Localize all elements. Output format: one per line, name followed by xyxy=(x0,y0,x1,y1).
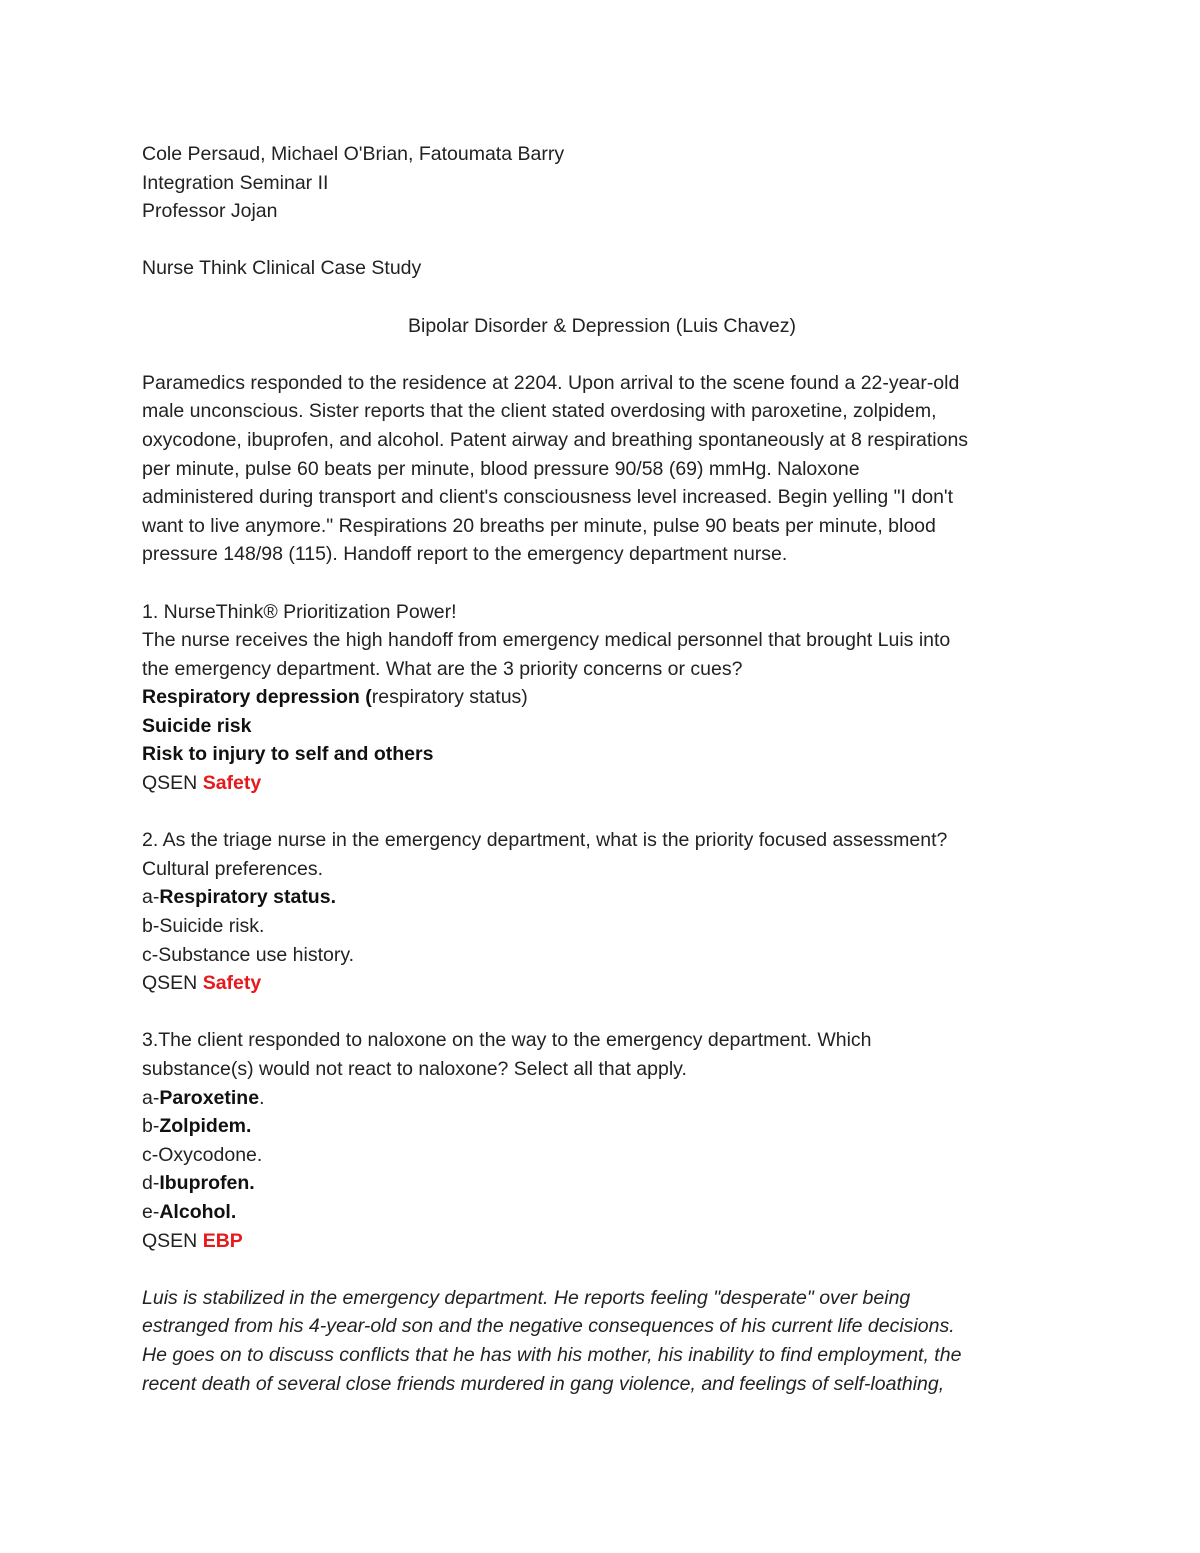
qsen-label: QSEN xyxy=(142,1229,198,1252)
option-text: Zolpidem. xyxy=(159,1115,252,1138)
option-text: Respiratory status. xyxy=(159,886,336,909)
answer-bold: Risk to injury to self and others xyxy=(142,743,434,766)
option-prefix: b- xyxy=(142,1115,160,1138)
spacer xyxy=(142,283,1062,312)
answer-suicide-risk xyxy=(142,712,1062,741)
question-1-text: The nurse receives the high handoff from emergency medical personnel that brought Luis into xyxy=(142,629,951,652)
document-title: Bipolar Disorder & Depression (Luis Chavez) xyxy=(408,314,796,337)
question-2 xyxy=(142,826,1062,998)
intro-line: Paramedics responded to the residence at 2204. Upon arrival to the scene found a 22-year-old xyxy=(142,371,960,394)
narrative-line: estranged from his 4-year-old son and the negative consequences of his current life decisions. xyxy=(142,1315,955,1338)
option-suffix: . xyxy=(259,1086,265,1109)
option-prefix: d- xyxy=(142,1172,160,1195)
option-prefix: a- xyxy=(142,886,160,909)
course-name: Integration Seminar II xyxy=(142,171,329,194)
question-1 xyxy=(142,598,1062,798)
qsen-value: Safety xyxy=(202,972,262,995)
question-2-text: 2. As the triage nurse in the emergency department, what is the priority focused assessment? xyxy=(142,829,948,852)
spacer xyxy=(142,226,1062,255)
spacer xyxy=(142,340,1062,369)
spacer xyxy=(142,569,1062,598)
question-2-text: Cultural preferences. xyxy=(142,857,324,880)
narrative-line: He goes on to discuss conflicts that he has with his mother, his inability to find employment, the xyxy=(142,1343,962,1366)
authors: Cole Persaud, Michael O'Brian, Fatoumata Barry xyxy=(142,143,565,165)
intro-line: administered during transport and client's consciousness level increased. Begin yelling "I don't xyxy=(142,486,954,509)
qsen-tag xyxy=(142,769,1062,798)
option-text: Ibuprofen. xyxy=(159,1172,255,1195)
qsen-value: EBP xyxy=(202,1229,243,1252)
narrative-paragraph xyxy=(142,1284,1062,1398)
question-1-text: the emergency department. What are the 3 priority concerns or cues? xyxy=(142,657,743,680)
qsen-tag xyxy=(142,969,1062,998)
option-prefix: e- xyxy=(142,1200,160,1223)
answer-bold: Suicide risk xyxy=(142,714,252,737)
intro-line: pressure 148/98 (115). Handoff report to the emergency department nurse. xyxy=(142,543,788,566)
answer-note: respiratory status) xyxy=(371,686,528,709)
intro-line: male unconscious. Sister reports that the client stated overdosing with paroxetine, zolpidem, xyxy=(142,400,937,423)
intro-paragraph xyxy=(142,369,1062,569)
spacer xyxy=(142,1255,1062,1284)
question-1-heading: 1. NurseThink® Prioritization Power! xyxy=(142,600,457,623)
option-d xyxy=(142,1169,1062,1198)
option-c: c-Oxycodone. xyxy=(142,1143,263,1166)
option-e xyxy=(142,1198,1062,1227)
option-a xyxy=(142,1084,1062,1113)
qsen-label: QSEN xyxy=(142,772,198,795)
qsen-label: QSEN xyxy=(142,972,198,995)
option-b xyxy=(142,1112,1062,1141)
professor-name: Professor Jojan xyxy=(142,200,278,223)
document-type: Nurse Think Clinical Case Study xyxy=(142,257,422,280)
intro-line: want to live anymore." Respirations 20 breaths per minute, pulse 90 beats per minute, blood xyxy=(142,514,936,537)
spacer xyxy=(142,998,1062,1027)
narrative-line: Luis is stabilized in the emergency department. He reports feeling "desperate" over being xyxy=(142,1286,911,1309)
option-c: c-Substance use history. xyxy=(142,943,355,966)
qsen-value: Safety xyxy=(202,772,262,795)
question-3 xyxy=(142,1026,1062,1255)
intro-line: oxycodone, ibuprofen, and alcohol. Patent airway and breathing spontaneously at 8 respirations xyxy=(142,428,969,451)
option-b: b-Suicide risk. xyxy=(142,915,265,938)
answer-risk-injury xyxy=(142,740,1062,769)
answer-respiratory-depression xyxy=(142,683,1062,712)
intro-line: per minute, pulse 60 beats per minute, blood pressure 90/58 (69) mmHg. Naloxone xyxy=(142,457,860,480)
question-3-text: 3.The client responded to naloxone on the way to the emergency department. Which xyxy=(142,1029,872,1052)
spacer xyxy=(142,798,1062,827)
option-text: Alcohol. xyxy=(159,1200,237,1223)
question-3-text: substance(s) would not react to naloxone? Select all that apply. xyxy=(142,1058,687,1080)
option-text: Paroxetine xyxy=(159,1086,260,1109)
document-page xyxy=(142,140,1062,1398)
option-prefix: a- xyxy=(142,1086,160,1109)
narrative-line: recent death of several close friends murdered in gang violence, and feelings of self-loathing, xyxy=(142,1372,945,1395)
answer-bold: Respiratory depression ( xyxy=(142,686,372,709)
option-a xyxy=(142,883,1062,912)
qsen-tag xyxy=(142,1227,1062,1256)
